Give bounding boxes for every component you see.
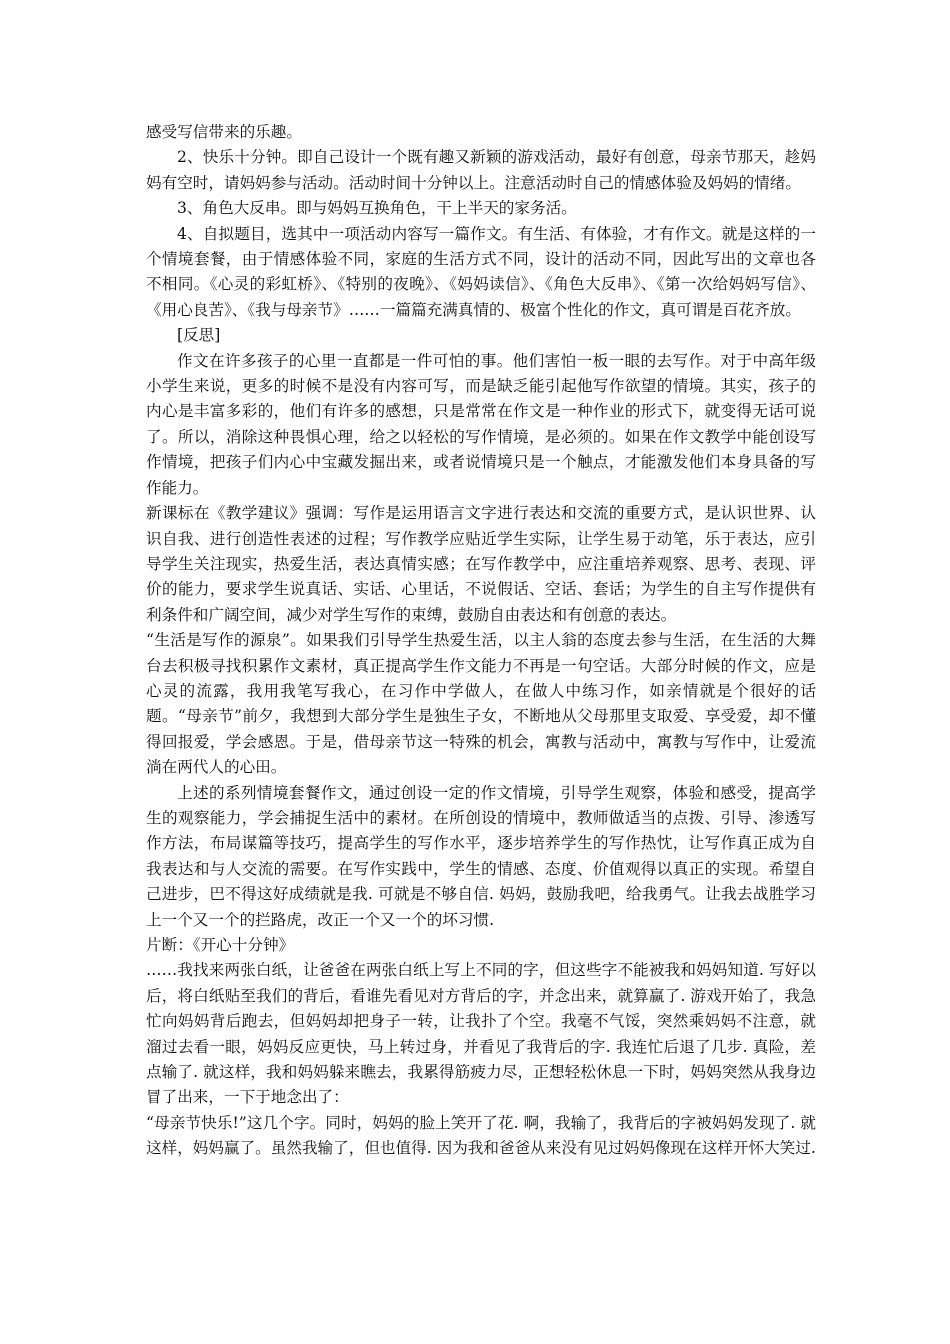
paragraph-role-swap: 3、角色大反串。即与妈妈互换角色，干上半天的家务活。	[177, 199, 577, 218]
paragraph-life-source: “生活是写作的源泉”。如果我们引导学生热爱生活，以主人翁的态度去参与生活，在生活的大舞台去积极寻找积累作文素材，真正提高学生作文能力不再是一句空话。大部分时候的作文，应是心灵的流露，我用我笔写我心，在习作中学做人，在做人中练习作，如亲情就是个很好的话题。“母亲节”前夕，我想到大部分学生是独生子女，不断地从父母那里支取爱、享受爱，却不懂得回报爱，学会感恩。于是，借母亲节这一特殊的机会，寓教与活动中，寓教与写作中，让爱流淌在两代人的心田。	[146, 631, 816, 777]
paragraph-excerpt-game: ……我找来两张白纸，让爸爸在两张白纸上写上不同的字，但这些字不能被我和妈妈知道. 写好以后，将白纸贴至我们的背后，看谁先看见对方背后的字，并念出来，就算赢了. 游戏开始了，我急忙向妈妈背后跑去，但妈妈却把身子一转，让我扑了个空。我毫不气馁，突然乘妈妈不注意，就溜过去看一眼，妈妈反应更快，马上转过身，并看见了我背后的字. 我连忙后退了几步. 真险，差点输了. 就这样，我和妈妈躲来瞧去，我累得筋疲力尽，正想轻松休息一下时，妈妈突然从我身边冒了出来，一下于地念出了：	[146, 961, 816, 1107]
section-heading-reflection: [反思]	[177, 326, 221, 345]
paragraph-summary: 上述的系列情境套餐作文，通过创设一定的作文情境，引导学生观察，体验和感受，提高学生的观察能力，学会捕捉生活中的素材。在所创设的情境中，教师做适当的点拨、引导、渗透写作方法，布局谋篇等技巧，提高学生的写作水平，逐步培养学生的写作热忱，让写作真正成为自我表达和与人交流的需要。在写作实践中，学生的情感、态度、价值观得以真正的实现。希望自己进步，巴不得这好成绩就是我. 可就是不够自信. 妈妈，鼓励我吧，给我勇气。让我去战胜学习上一个又一个的拦路虎，改正一个又一个的坏习惯.	[146, 783, 816, 929]
document-page	[146, 120, 816, 1162]
excerpt-title: 片断：《开心十分钟》	[146, 936, 295, 954]
paragraph-happy-ten-minutes: 2、快乐十分钟。即自己设计一个既有趣又新颖的游戏活动，最好有创意，母亲节那天，趁妈妈有空时，请妈妈参与活动。活动时间十分钟以上。注意活动时自己的情感体验及妈妈的情绪。	[146, 148, 816, 192]
paragraph-curriculum-standard: 新课标在《教学建议》强调：写作是运用语言文字进行表达和交流的重要方式，是认识世界、认识自我、进行创造性表述的过程；写作教学应贴近学生实际，让学生易于动笔，乐于表达，应引导学生关注现实，热爱生活，表达真情实感；在写作教学中，应注重培养观察、思考、表现、评价的能力，要求学生说真话、实话、心里话，不说假话、空话、套话；为学生的自主写作提供有利条件和广阔空间，减少对学生写作的束缚，鼓励自由表达和有创意的表达。	[146, 504, 816, 624]
paragraph-self-topic: 4、自拟题目，选其中一项活动内容写一篇作文。有生活、有体验，才有作文。就是这样的一个情境套餐，由于情感体验不同，家庭的生活方式不同，设计的活动不同，因此写出的文章也各不相同。《心灵的彩虹桥》、《特别的夜晚》、《妈妈读信》、《角色大反串》、《第一次给妈妈写信》、《用心良苦》、《我与母亲节》……一篇篇充满真情的、极富个性化的作文，真可谓是百花齐放。	[146, 224, 816, 319]
paragraph-letter-fun: 感受写信带来的乐趣。	[146, 123, 302, 141]
paragraph-reflection: 作文在许多孩子的心里一直都是一件可怕的事。他们害怕一板一眼的去写作。对于中高年级小学生来说，更多的时候不是没有内容可写，而是缺乏能引起他写作欲望的情境。其实，孩子的内心是丰富多彩的，他们有许多的感想，只是常常在作文是一种作业的形式下，就变得无话可说了。所以，消除这种畏惧心理，给之以轻松的写作情境，是必须的。如果在作文教学中能创设写作情境，把孩子们内心中宝藏发掘出来，或者说情境只是一个触点，才能激发他们本身具备的写作能力。	[146, 351, 816, 497]
paragraph-excerpt-ending: “母亲节快乐!”这几个字。同时，妈妈的脸上笑开了花. 啊，我输了，我背后的字被妈妈发现了. 就这样，妈妈赢了。虽然我输了，但也值得. 因为我和爸爸从来没有见过妈妈像现在这样开怀大笑过.	[146, 1113, 816, 1158]
